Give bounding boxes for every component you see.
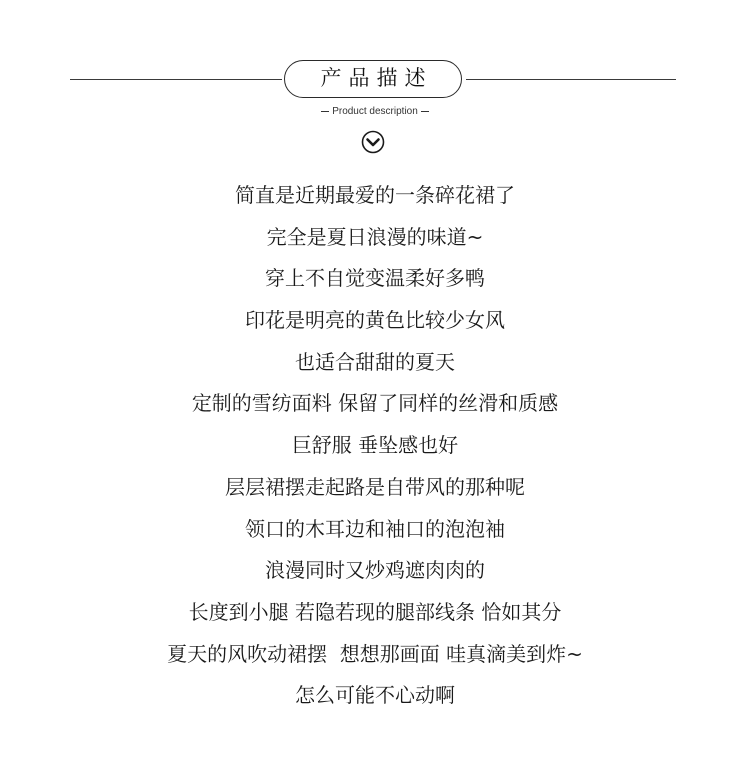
description-line: 印花是明亮的黄色比较少女风	[245, 308, 505, 333]
section-header	[0, 0, 750, 160]
description-line: 完全是夏日浪漫的味道~	[266, 224, 484, 249]
description-line: 也适合甜甜的夏天	[295, 349, 455, 374]
header-divider-right	[466, 79, 676, 80]
description-line: 巨舒服 垂坠感也好	[291, 433, 459, 458]
section-subtitle	[0, 106, 750, 117]
section-title: 产品描述	[284, 60, 462, 98]
description-line: 怎么可能不心动啊	[295, 683, 455, 708]
description-line: 简直是近期最爱的一条碎花裙了	[235, 183, 515, 207]
description-line: 定制的雪纺面料 保留了同样的丝滑和质感	[191, 391, 559, 416]
section-subtitle-text: Product description	[332, 106, 418, 117]
description-line: 长度到小腿 若隐若现的腿部线条 恰如其分	[188, 599, 562, 624]
description-line: 浪漫同时又炒鸡遮肉肉的	[265, 558, 485, 583]
header-divider-left	[70, 79, 282, 80]
description-line: 穿上不自觉变温柔好多鸭	[265, 266, 485, 291]
description-line: 领口的木耳边和袖口的泡泡袖	[245, 516, 505, 541]
product-description-text	[0, 175, 750, 717]
description-line: 层层裙摆走起路是自带风的那种呢	[225, 474, 525, 499]
chevron-down-circle-icon	[361, 130, 385, 154]
subtitle-dash-left	[321, 111, 329, 112]
description-line: 夏天的风吹动裙摆 想想那画面 哇真滴美到炸~	[167, 641, 583, 666]
subtitle-dash-right	[421, 111, 429, 112]
